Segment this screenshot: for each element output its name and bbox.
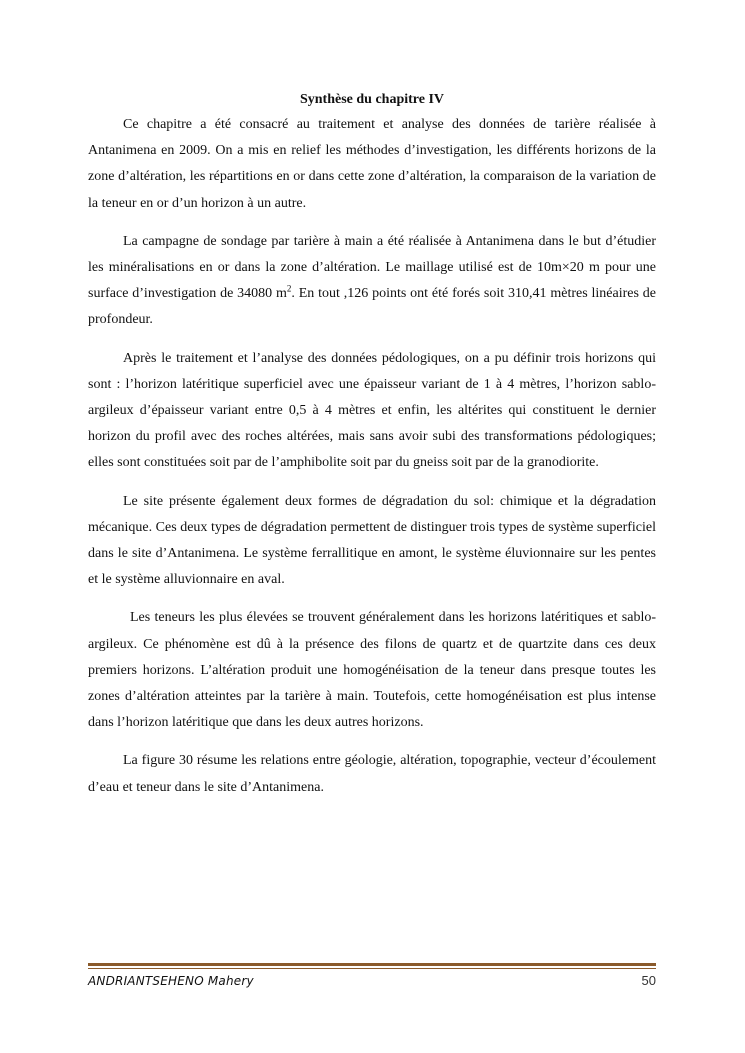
section-title: Synthèse du chapitre IV xyxy=(299,92,445,107)
footer-author: ANDRIANTSEHENO Mahery xyxy=(88,974,254,988)
paragraph-5: Les teneurs les plus élevées se trouvent généralement dans les horizons latéritiques et sablo-argileux. Ce phénomène est dû à la présence des filons de quartz et de quartzite dans ces deux premiers horizons. L’altération produit une homogénéisation de la teneur dans presque toutes les zones d’altération atteintes par la tarière à main. Toutefois, cette homogénéisation est plus intense dans l’horizon latéritique que dans les deux autres horizons. xyxy=(88,610,656,731)
paragraph-4: Le site présente également deux formes de dégradation du sol: chimique et la dégradation mécanique. Ces deux types de dégradation permettent de distinguer trois types de système superficiel dans le site d’Antanimena. Le système ferrallitique en amont, le système éluvionnaire sur les pentes et le système alluvionnaire en aval. xyxy=(88,493,656,588)
page-number: 50 xyxy=(641,973,656,988)
paragraph-2-text-a: La campagne de sondage par tarière à main a été réalisée à Antanimena dans le but d’étudier les minéralisations en or dans la zone d’altération. Le maillage utilisé est de 10m×20 m pour une surface d’investigation de 34080 m xyxy=(88,233,656,302)
paragraph-2 xyxy=(88,229,656,334)
superscript-squared: 2 xyxy=(286,283,292,294)
footer-rule-thick xyxy=(88,963,656,966)
paragraph-1: Ce chapitre a été consacré au traitement et analyse des données de tarière réalisée à Antanimena en 2009. On a mis en relief les méthodes d’investigation, les différents horizons de la zone d’altération, les répartitions en or dans cette zone d’altération, la comparaison de la variation de la teneur en or d’un horizon à un autre. xyxy=(88,117,656,211)
paragraph-3: Après le traitement et l’analyse des données pédologiques, on a pu définir trois horizons qui sont : l’horizon latéritique superficiel avec une épaisseur variant de 1 à 4 mètres, l’horizon sablo-argileux d’épaisseur variant entre 0,5 à 4 mètres et enfin, les altérites qui constituent le dernier horizon du profil avec des roches altérées, mais sans avoir subi des transformations pédologiques; elles sont constituées soit par de l’amphibolite soit par du gneiss soit par de la granodiorite. xyxy=(88,350,656,471)
paragraph-6: La figure 30 résume les relations entre géologie, altération, topographie, vecteur d’écoulement d’eau et teneur dans le site d’Antanimena. xyxy=(88,753,656,795)
footer-rule-thin xyxy=(88,968,656,969)
paragraph-2-text-b: . En tout ,126 points ont été forés soit 310,41 mètres linéaires de profondeur. xyxy=(88,286,656,328)
page-body xyxy=(88,88,656,801)
